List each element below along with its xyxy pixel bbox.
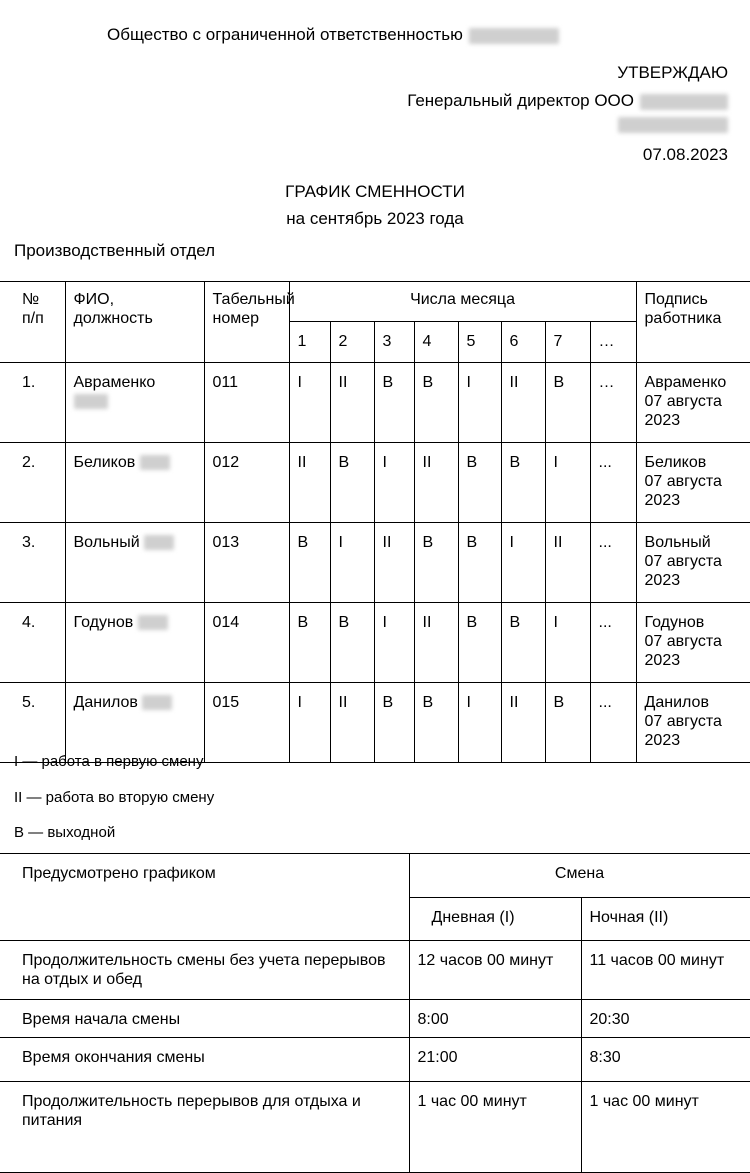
approval-date: 07.08.2023 — [642, 145, 728, 164]
shift-cell: II — [289, 443, 330, 523]
table-row — [0, 523, 750, 603]
summary-night-value: 20:30 — [581, 1000, 750, 1038]
shift-cell: II — [414, 603, 458, 683]
employee-name: Данилов — [73, 694, 138, 711]
shift-cell: I — [374, 443, 414, 523]
shift-cell: В — [289, 603, 330, 683]
employee-name-cell — [65, 603, 204, 683]
shift-cell: В — [330, 443, 374, 523]
day-number: 7 — [545, 322, 590, 363]
tab-number: 015 — [204, 683, 289, 763]
table-row — [0, 443, 750, 523]
employee-name: Авраменко — [73, 374, 156, 391]
shift-cell: ... — [590, 683, 636, 763]
shift-cell: В — [330, 603, 374, 683]
day-number: 1 — [289, 322, 330, 363]
shift-cell: В — [545, 683, 590, 763]
signature-date: 07 августа 2023 — [644, 713, 722, 749]
shift-cell: I — [545, 443, 590, 523]
row-num: 1. — [0, 363, 65, 443]
signature-cell — [636, 603, 750, 683]
shift-cell: II — [501, 683, 545, 763]
shift-cell: … — [590, 363, 636, 443]
signature-date: 07 августа 2023 — [644, 553, 722, 589]
day-number: … — [590, 322, 636, 363]
shift-cell: I — [374, 603, 414, 683]
legend-first-shift: I — работа в первую смену — [14, 753, 204, 770]
shift-cell: В — [414, 363, 458, 443]
organization-label: Общество с ограниченной ответственностью — [107, 25, 463, 44]
table-row — [0, 1038, 750, 1082]
schedule-table — [0, 281, 750, 763]
shift-cell: В — [501, 443, 545, 523]
redacted-initials — [142, 695, 172, 710]
summary-night-value: 1 час 00 минут — [581, 1082, 750, 1173]
day-number: 6 — [501, 322, 545, 363]
row-num: 2. — [0, 443, 65, 523]
shift-cell: В — [458, 603, 501, 683]
signature-name: Данилов — [644, 694, 709, 711]
summary-day-value: 1 час 00 минут — [409, 1082, 581, 1173]
shift-cell: В — [458, 523, 501, 603]
legend-second-shift: II — работа во вторую смену — [14, 789, 215, 806]
shift-cell: I — [330, 523, 374, 603]
signature-date: 07 августа 2023 — [644, 473, 722, 509]
header-name: ФИО, должность — [65, 282, 204, 363]
signature-cell — [636, 443, 750, 523]
employee-name-cell — [65, 363, 204, 443]
header-signature: Подпись работника — [636, 282, 750, 363]
shift-cell: В — [414, 683, 458, 763]
shift-cell: ... — [590, 443, 636, 523]
shift-cell: I — [289, 363, 330, 443]
shift-cell: В — [414, 523, 458, 603]
day-number: 5 — [458, 322, 501, 363]
header-num: № п/п — [0, 282, 65, 363]
shift-cell: В — [374, 363, 414, 443]
table-row — [0, 603, 750, 683]
redacted-initials — [74, 394, 108, 409]
signature-cell — [636, 363, 750, 443]
shift-cell: I — [458, 683, 501, 763]
shift-cell: ... — [590, 603, 636, 683]
table-row — [0, 1082, 750, 1173]
shift-cell: II — [330, 363, 374, 443]
header-tab-number: Табельный номер — [204, 282, 289, 363]
signature-name: Беликов — [644, 454, 707, 471]
tab-number: 013 — [204, 523, 289, 603]
tab-number: 014 — [204, 603, 289, 683]
employee-name-cell — [65, 443, 204, 523]
shift-cell: I — [501, 523, 545, 603]
signature-name: Авраменко — [644, 374, 727, 391]
tab-number: 012 — [204, 443, 289, 523]
employee-name-cell — [65, 523, 204, 603]
employee-name: Годунов — [73, 614, 134, 631]
director-line — [407, 90, 728, 112]
row-num: 5. — [0, 683, 65, 763]
summary-header-label: Предусмотрено графиком — [0, 854, 409, 941]
signature-name: Вольный — [644, 534, 711, 551]
table-row — [0, 941, 750, 1000]
shift-cell: I — [289, 683, 330, 763]
day-number: 4 — [414, 322, 458, 363]
summary-header-shift: Смена — [409, 854, 750, 898]
row-num: 4. — [0, 603, 65, 683]
shift-cell: ... — [590, 523, 636, 603]
summary-day-value: 21:00 — [409, 1038, 581, 1082]
tab-number: 011 — [204, 363, 289, 443]
row-num: 3. — [0, 523, 65, 603]
shift-cell: II — [330, 683, 374, 763]
director-label: Генеральный директор ООО — [407, 91, 634, 110]
signature-name: Годунов — [644, 614, 705, 631]
summary-day-value: 12 часов 00 минут — [409, 941, 581, 1000]
summary-row-label: Время начала смены — [0, 1000, 409, 1038]
redacted-initials — [138, 615, 168, 630]
table-row — [0, 363, 750, 443]
signature-date: 07 августа 2023 — [644, 393, 722, 429]
header-days: Числа месяца — [289, 282, 636, 322]
summary-row-label: Продолжительность перерывов для отдыха и питания — [0, 1082, 409, 1173]
summary-night-value: 8:30 — [581, 1038, 750, 1082]
shift-cell: В — [545, 363, 590, 443]
shift-cell: В — [289, 523, 330, 603]
department-label: Производственный отдел — [14, 241, 216, 260]
day-number: 3 — [374, 322, 414, 363]
signature-date: 07 августа 2023 — [644, 633, 722, 669]
document-title: ГРАФИК СМЕННОСТИ — [285, 182, 465, 201]
summary-day-value: 8:00 — [409, 1000, 581, 1038]
shift-cell: В — [501, 603, 545, 683]
summary-header-night: Ночная (II) — [581, 897, 750, 941]
signature-cell — [636, 523, 750, 603]
employee-name: Вольный — [73, 534, 140, 551]
table-row — [0, 1000, 750, 1038]
redacted-initials — [144, 535, 174, 550]
shift-cell: II — [545, 523, 590, 603]
signature-cell — [636, 683, 750, 763]
shift-cell: I — [458, 363, 501, 443]
redacted-initials — [140, 455, 170, 470]
summary-header-day: Дневная (I) — [409, 897, 581, 941]
shift-cell: В — [458, 443, 501, 523]
summary-row-label: Продолжительность смены без учета перерывов на отдых и обед — [0, 941, 409, 1000]
legend-day-off: В — выходной — [14, 824, 116, 841]
employee-name-cell — [65, 683, 204, 763]
shift-summary-table — [0, 853, 750, 1173]
summary-night-value: 11 часов 00 минут — [581, 941, 750, 1000]
table-row — [0, 683, 750, 763]
organization-line — [107, 24, 559, 46]
shift-cell: II — [414, 443, 458, 523]
redacted-org-name — [469, 28, 559, 44]
shift-cell: I — [545, 603, 590, 683]
shift-cell: II — [374, 523, 414, 603]
summary-row-label: Время окончания смены — [0, 1038, 409, 1082]
director-name-redacted — [618, 116, 728, 134]
employee-name: Беликов — [73, 454, 136, 471]
shift-cell: II — [501, 363, 545, 443]
redacted-company-name — [640, 94, 728, 110]
document-subtitle: на сентябрь 2023 года — [286, 209, 464, 228]
approve-label: УТВЕРЖДАЮ — [617, 63, 728, 82]
shift-cell: В — [374, 683, 414, 763]
day-number: 2 — [330, 322, 374, 363]
